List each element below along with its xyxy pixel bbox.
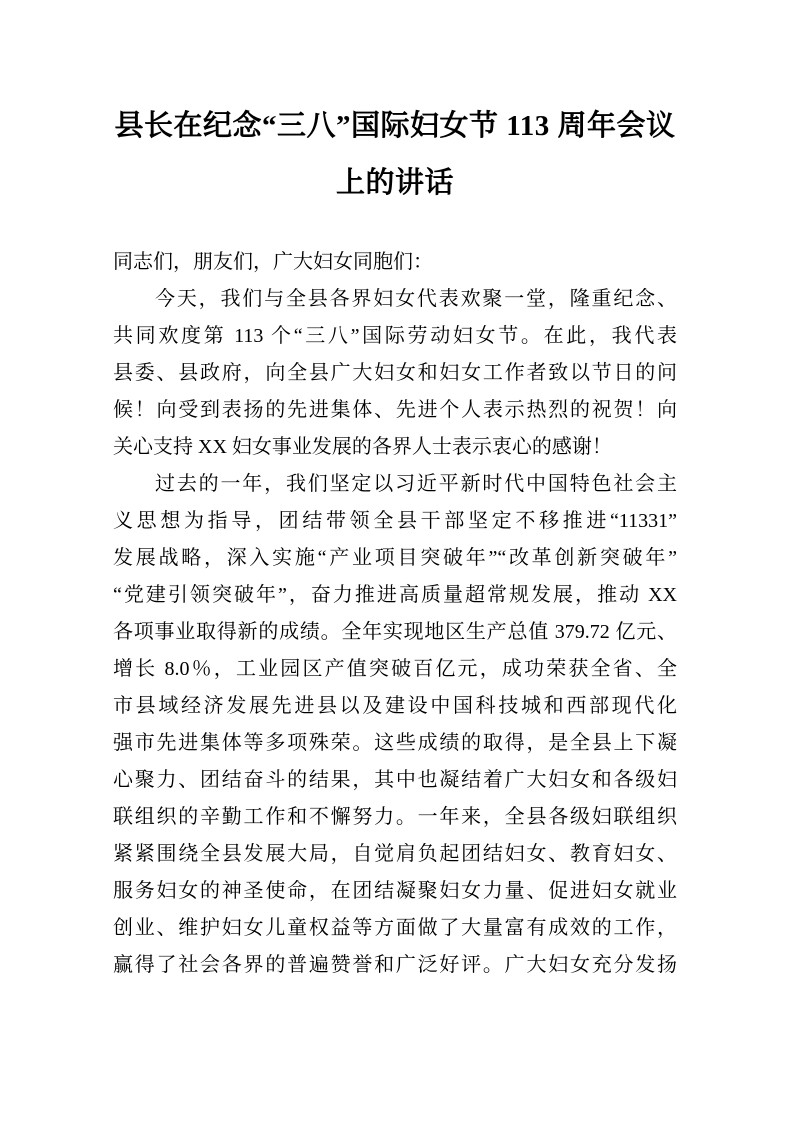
text-line: 同志们，朋友们，广大妇女同胞们： — [113, 251, 433, 273]
paragraph-year-in-review — [113, 466, 677, 984]
text-line: 赢得了社会各界的普遍赞誉和广泛好评。广大妇女充分发扬 — [113, 954, 677, 976]
text-line: 强市先进集体等多项殊荣。这些成绩的取得，是全县上下凝 — [113, 732, 677, 754]
text-line: 县委、县政府，向全县广大妇女和妇女工作者致以节日的问 — [113, 362, 677, 384]
text-line: 服务妇女的神圣使命，在团结凝聚妇女力量、促进妇女就业 — [113, 880, 677, 902]
text-line: 义思想为指导，团结带领全县干部坚定不移推进“11331” — [113, 510, 677, 532]
text-line: 过去的一年，我们坚定以习近平新时代中国特色社会主 — [155, 473, 677, 495]
text-line: 各项事业取得新的成绩。全年实现地区生产总值 379.72 亿元、 — [113, 621, 677, 643]
text-line: 市县域经济发展先进县以及建设中国科技城和西部现代化 — [113, 695, 677, 717]
text-line: “党建引领突破年”，奋力推进高质量超常规发展，推动 XX — [113, 584, 677, 606]
text-line: 联组织的辛勤工作和不懈努力。一年来，全县各级妇联组织 — [113, 806, 677, 828]
text-line: 紧紧围绕全县发展大局，自觉肩负起团结妇女、教育妇女、 — [113, 843, 677, 865]
title-line-1: 县长在纪念“三八”国际妇女节 113 周年会议 — [114, 110, 676, 142]
title-line-2: 上的讲话 — [335, 167, 454, 199]
paragraph-greeting — [113, 281, 677, 466]
text-line: 关心支持 XX 妇女事业发展的各界人士表示衷心的感谢！ — [113, 436, 612, 458]
document-title — [113, 98, 677, 212]
text-line: 共同欢度第 113 个“三八”国际劳动妇女节。在此，我代表 — [113, 325, 677, 347]
text-line: 发展战略，深入实施“产业项目突破年”“改革创新突破年” — [113, 547, 677, 569]
paragraph-salutation — [113, 244, 677, 281]
text-line: 创业、维护妇女儿童权益等方面做了大量富有成效的工作， — [113, 917, 677, 939]
document-body — [113, 244, 677, 984]
text-line: 候！向受到表扬的先进集体、先进个人表示热烈的祝贺！向 — [113, 399, 677, 421]
text-line: 增长 8.0％，工业园区产值突破百亿元，成功荣获全省、全 — [113, 658, 677, 680]
text-line: 心聚力、团结奋斗的结果，其中也凝结着广大妇女和各级妇 — [113, 769, 677, 791]
text-line: 今天，我们与全县各界妇女代表欢聚一堂，隆重纪念、 — [155, 288, 677, 310]
